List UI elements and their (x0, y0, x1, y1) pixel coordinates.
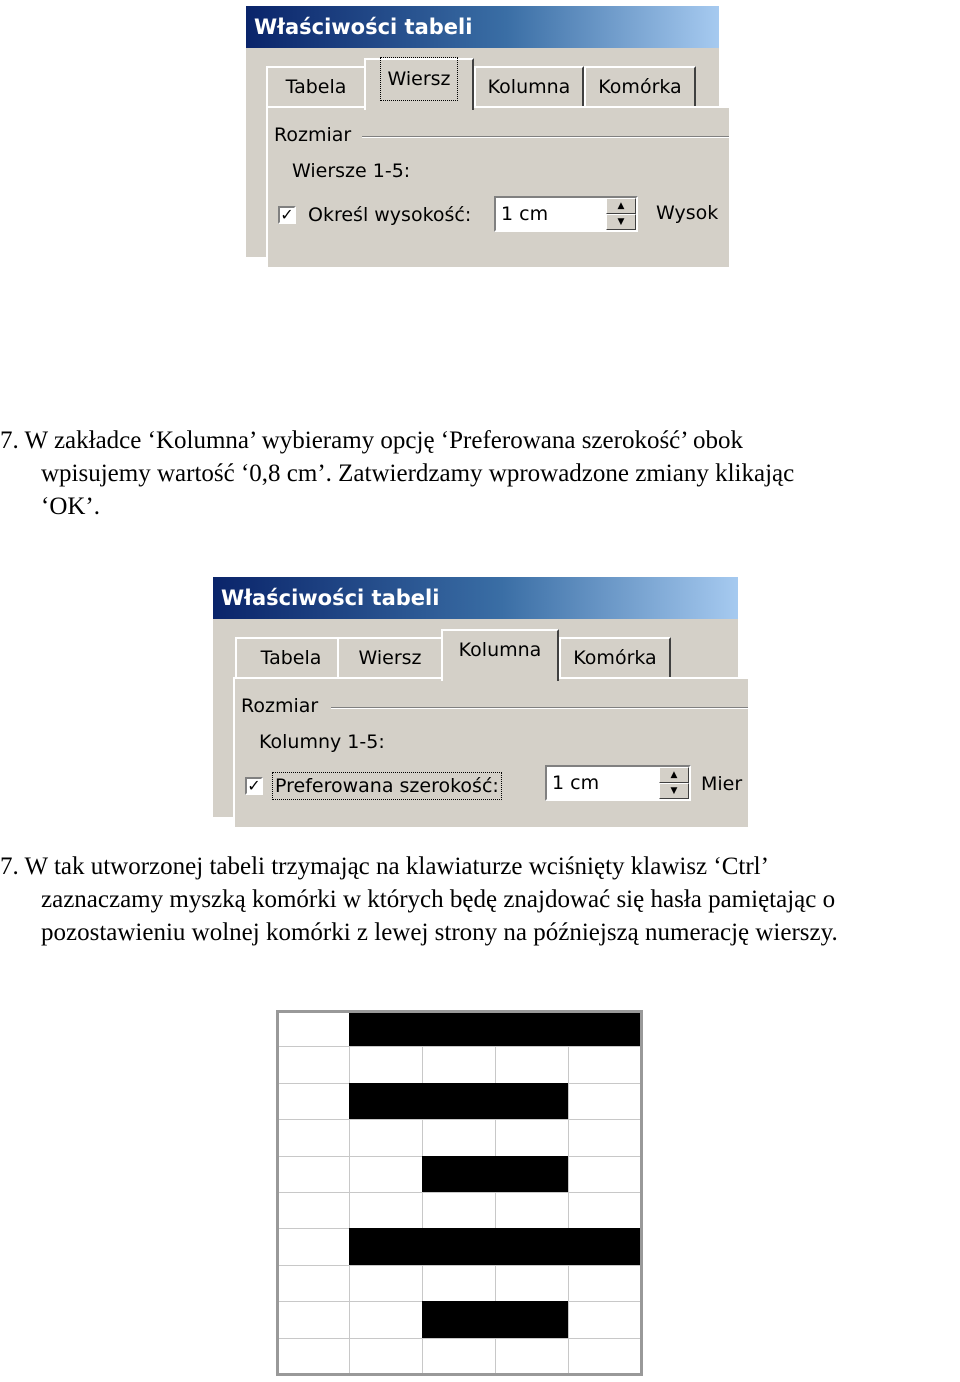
grid-cell (276, 1010, 350, 1047)
grid-cell (568, 1265, 642, 1302)
tab-row[interactable] (337, 637, 443, 677)
grid-cell (276, 1119, 350, 1156)
grid-cell-selected (495, 1083, 569, 1120)
grid-cell (422, 1338, 496, 1375)
text-line: ‘OK’. (41, 493, 101, 520)
grid-cell (568, 1156, 642, 1193)
width-measure-label: Mier (701, 773, 743, 795)
tab-panel (266, 106, 729, 267)
dialog-title: Właściwości tabeli (213, 577, 738, 619)
grid-cell-selected (495, 1228, 569, 1265)
tab-cell[interactable] (584, 66, 696, 106)
spin-down-icon[interactable]: ▼ (606, 214, 636, 230)
preferred-width-label[interactable]: Preferowana szerokość: (275, 775, 499, 797)
text-line: zaznaczamy myszką komórki w których będę znajdować się hasła pamiętając o (41, 886, 836, 913)
group-label-size: Rozmiar (241, 695, 319, 717)
grid-cell (495, 1046, 569, 1083)
grid-cell (568, 1192, 642, 1229)
rows-range-label: Wiersze 1-5: (292, 160, 411, 182)
grid-cell (276, 1338, 350, 1375)
grid-cell (349, 1265, 423, 1302)
grid-cell (422, 1192, 496, 1229)
tab-column[interactable] (474, 66, 584, 106)
text-line: 7. W zakładce ‘Kolumna’ wybieramy opcję ‘Preferowana szerokość’ obok (0, 427, 743, 454)
dialog-title: Właściwości tabeli (246, 6, 719, 48)
spinner-buttons (606, 198, 636, 230)
grid-cell (349, 1119, 423, 1156)
grid-cell-selected (422, 1156, 496, 1193)
preferred-width-checkbox[interactable]: ✓ (245, 777, 263, 795)
tab-row (246, 54, 719, 108)
tab-panel (233, 677, 748, 827)
spin-down-icon[interactable]: ▼ (659, 783, 689, 799)
grid-cell (276, 1265, 350, 1302)
grid-cell (349, 1192, 423, 1229)
grid-cell-selected (349, 1010, 423, 1047)
tab-label: Kolumna (458, 639, 542, 661)
grid-cell-selected (422, 1228, 496, 1265)
grid-cell (568, 1338, 642, 1375)
grid-cell-selected (422, 1010, 496, 1047)
grid-cell (349, 1338, 423, 1375)
text-line: 7. W tak utworzonej tabeli trzymając na klawiaturze wciśnięty klawisz ‘Ctrl’ (0, 853, 769, 880)
group-divider (362, 136, 729, 138)
tab-row-active[interactable] (364, 58, 474, 110)
specify-height-checkbox[interactable]: ✓ (278, 206, 296, 224)
tab-cell[interactable] (559, 637, 671, 677)
grid-cell (349, 1156, 423, 1193)
grid-cell (276, 1046, 350, 1083)
grid-cell-selected (349, 1083, 423, 1120)
grid-cell (276, 1156, 350, 1193)
grid-cell (276, 1301, 350, 1338)
height-measure-label: Wysok (656, 202, 719, 224)
specify-height-label[interactable]: Określ wysokość: (308, 204, 472, 226)
height-value: 1 cm (501, 203, 549, 225)
grid-cell (422, 1046, 496, 1083)
table-properties-dialog-row-tab (246, 6, 719, 257)
table-properties-dialog-column-tab (213, 577, 743, 817)
grid-cell-selected (495, 1301, 569, 1338)
width-spinner[interactable] (545, 765, 691, 801)
grid-cell (276, 1083, 350, 1120)
instruction-paragraph-2 (0, 850, 838, 949)
tab-label: Komórka (598, 76, 682, 98)
grid-cell (568, 1046, 642, 1083)
grid-cell-selected (568, 1228, 642, 1265)
columns-range-label: Kolumny 1-5: (259, 731, 385, 753)
spin-up-icon[interactable]: ▲ (606, 198, 636, 214)
spinner-buttons (659, 767, 689, 799)
grid-cell (495, 1265, 569, 1302)
tab-column-active[interactable] (441, 629, 559, 681)
text-line: pozostawieniu wolnej komórki z lewej strony na późniejszą numerację wierszy. (41, 919, 838, 946)
grid-cell-selected (568, 1010, 642, 1047)
grid-cell-selected (495, 1010, 569, 1047)
grid-cell (495, 1119, 569, 1156)
grid-cell-selected (422, 1301, 496, 1338)
tab-label: Wiersz (383, 60, 454, 98)
grid-cell (495, 1192, 569, 1229)
spin-up-icon[interactable]: ▲ (659, 767, 689, 783)
width-value: 1 cm (552, 772, 600, 794)
grid-cell-selected (349, 1228, 423, 1265)
grid-cell (422, 1265, 496, 1302)
text-line: wpisujemy wartość ‘0,8 cm’. Zatwierdzamy wprowadzone zmiany klikając (41, 460, 795, 487)
grid-cell (568, 1083, 642, 1120)
tab-label: Tabela (285, 76, 347, 98)
grid-cell (349, 1301, 423, 1338)
group-label-size: Rozmiar (274, 124, 352, 146)
grid-cell (349, 1046, 423, 1083)
tab-label: Komórka (573, 647, 657, 669)
height-spinner[interactable] (494, 196, 638, 232)
grid-cell (276, 1228, 350, 1265)
tab-table[interactable] (266, 66, 366, 106)
grid-cell-selected (422, 1083, 496, 1120)
instruction-paragraph-1 (0, 424, 794, 523)
tab-label: Tabela (260, 647, 322, 669)
crossword-grid (276, 1010, 641, 1374)
group-divider (331, 707, 748, 709)
tab-label: Wiersz (358, 647, 422, 669)
tab-table[interactable] (235, 637, 347, 677)
grid-cell-selected (495, 1156, 569, 1193)
grid-cell (495, 1338, 569, 1375)
tab-row (213, 625, 738, 679)
grid-cell (276, 1192, 350, 1229)
grid-cell (568, 1119, 642, 1156)
grid-cell (568, 1301, 642, 1338)
tab-label: Kolumna (487, 76, 571, 98)
grid-cell (422, 1119, 496, 1156)
